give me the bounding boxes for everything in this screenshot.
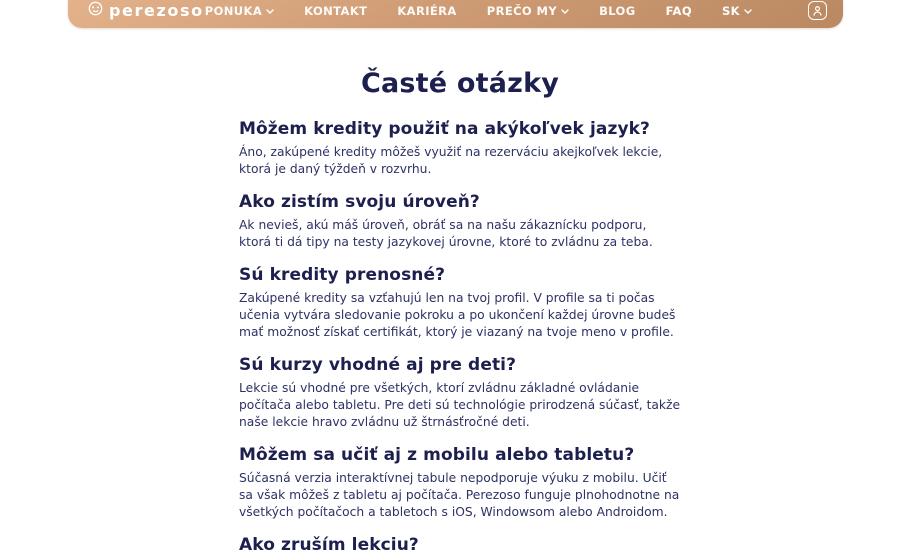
faq-list (239, 119, 681, 556)
nav-label: PONUKA (204, 3, 263, 18)
faq-item (239, 119, 681, 178)
chevron-down-icon (744, 9, 752, 14)
faq-item (239, 535, 681, 556)
main-nav (205, 1, 827, 20)
faq-item (239, 265, 681, 341)
faq-question: Môžem kredity použiť na akýkoľvek jazyk? (239, 119, 651, 139)
faq-item (239, 192, 681, 251)
page-title: Časté otázky (360, 68, 560, 99)
user-icon (812, 5, 823, 16)
nav-label: BLOG (599, 3, 636, 18)
nav-label: SK (722, 3, 740, 18)
nav-item-blog[interactable] (599, 4, 636, 18)
nav-item-preco-my[interactable] (487, 4, 569, 18)
nav-label: PREČO MY (486, 3, 558, 18)
nav-label: FAQ (665, 3, 692, 18)
faq-answer: Zakúpené kredity sa vzťahujú len na tvoj profil. V profile sa ti počas učenia vytvára sledovanie pokroku a po ukončení každej úrovne budeš mať možnosť získať certifikát, ktorý je viazaný na tvoje meno v profile. (239, 291, 676, 339)
sloth-face-icon (88, 1, 103, 20)
faq-question: Ako zistím svoju úroveň? (239, 192, 480, 212)
faq-answer: Áno, zakúpené kredity môžeš využiť na rezerváciu akejkoľvek lekcie, ktorá je daný týždeň v rozvrhu. (239, 145, 663, 176)
nav-item-faq[interactable] (666, 4, 692, 18)
faq-question: Sú kredity prenosné? (239, 265, 446, 285)
nav-item-ponuka[interactable] (205, 4, 274, 18)
language-selector[interactable] (722, 4, 752, 18)
faq-question: Môžem sa učiť aj z mobilu alebo tabletu? (239, 445, 635, 465)
site-header (68, 0, 843, 28)
faq-answer: Lekcie sú vhodné pre všetkých, ktorí zvládnu základné ovládanie počítača alebo tabletu. Pre deti sú technológie prirodzená súčasť, takže naše lekcie hravo zvládnu už štrnásťročné deti. (239, 381, 681, 429)
chevron-down-icon (561, 9, 569, 14)
faq-item (239, 445, 681, 521)
nav-item-kontakt[interactable] (304, 4, 367, 18)
faq-answer: Súčasná verzia interaktívnej tabule nepodporuje výuku z mobilu. Učiť sa však môžeš z tabletu aj počítača. Perezoso funguje plnohodnotne na všetkých počítačoch a tabletoch s iOS, Windowsom alebo Androidom. (239, 471, 680, 519)
faq-item (239, 355, 681, 431)
faq-question: Ako zruším lekciu? (239, 535, 419, 555)
logo[interactable] (88, 1, 204, 20)
nav-label: KARIÉRA (397, 3, 457, 18)
chevron-down-icon (266, 9, 274, 14)
faq-answer: Ak nevieš, akú máš úroveň, obráť sa na našu zákaznícku podporu, ktorá ti dá tipy na testy jazykovej úrovne, ktoré to zvládnu za teba. (239, 218, 653, 249)
faq-page (239, 0, 681, 556)
nav-label: KONTAKT (304, 3, 368, 18)
logo-text: perezoso (109, 0, 204, 20)
faq-question: Sú kurzy vhodné aj pre deti? (239, 355, 517, 375)
nav-item-kariera[interactable] (397, 4, 456, 18)
account-button[interactable] (808, 1, 827, 20)
